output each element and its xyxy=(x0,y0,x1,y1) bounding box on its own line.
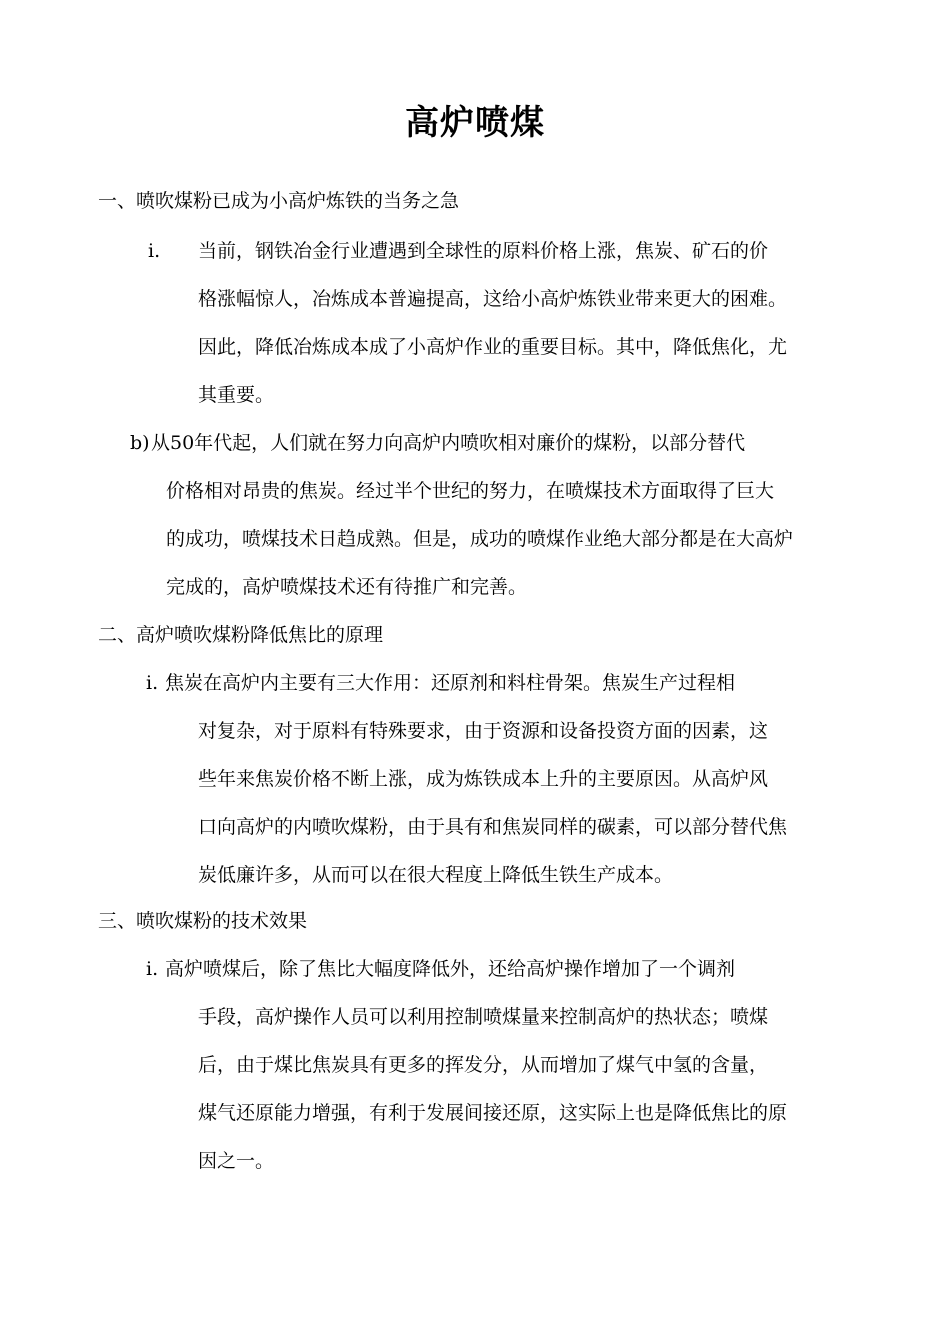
paragraph-line: 对复杂，对于原料有特殊要求，由于资源和设备投资方面的因素，这 xyxy=(198,720,769,742)
paragraph-line: 高炉喷煤后，除了焦比大幅度降低外，还给高炉操作增加了一个调剂 xyxy=(165,958,736,980)
paragraph-line: 价格相对昂贵的焦炭。经过半个世纪的努力，在喷煤技术方面取得了巨大 xyxy=(166,480,775,502)
paragraph-line: 煤气还原能力增强，有利于发展间接还原，这实际上也是降低焦比的原 xyxy=(198,1102,788,1124)
section-heading-3: 三、喷吹煤粉的技术效果 xyxy=(98,910,308,932)
item-marker: i. xyxy=(148,240,161,262)
paragraph-line: 因之一。 xyxy=(198,1150,275,1172)
section-heading-2: 二、高炉喷吹煤粉降低焦比的原理 xyxy=(98,624,384,646)
paragraph-line: 从50年代起，人们就在努力向高炉内喷吹相对廉价的煤粉，以部分替代 xyxy=(151,432,746,454)
section-heading-1: 一、喷吹煤粉已成为小高炉炼铁的当务之急 xyxy=(98,190,460,212)
paragraph-line: 手段，高炉操作人员可以利用控制喷煤量来控制高炉的热状态；喷煤 xyxy=(198,1006,769,1028)
paragraph-line: 炭低廉许多，从而可以在很大程度上降低生铁生产成本。 xyxy=(198,864,674,886)
paragraph-line: 其重要。 xyxy=(198,384,275,406)
paragraph-line: 口向高炉的内喷吹煤粉，由于具有和焦炭同样的碳素，可以部分替代焦 xyxy=(198,816,788,838)
paragraph-line: 的成功，喷煤技术日趋成熟。但是，成功的喷煤作业绝大部分都是在大高炉 xyxy=(166,528,794,550)
paragraph-line: 因此，降低冶炼成本成了小高炉作业的重要目标。其中，降低焦化，尤 xyxy=(198,336,788,358)
paragraph-line: 当前，钢铁冶金行业遭遇到全球性的原料价格上涨，焦炭、矿石的价 xyxy=(198,240,769,262)
item-marker: i. xyxy=(146,672,159,694)
item-marker: b) xyxy=(130,432,150,454)
paragraph-line: 焦炭在高炉内主要有三大作用：还原剂和料柱骨架。焦炭生产过程相 xyxy=(165,672,736,694)
paragraph-line: 后，由于煤比焦炭具有更多的挥发分，从而增加了煤气中氢的含量， xyxy=(198,1054,769,1076)
paragraph-line: 格涨幅惊人，冶炼成本普遍提高，这给小高炉炼铁业带来更大的困难。 xyxy=(198,288,788,310)
paragraph-line: 些年来焦炭价格不断上涨，成为炼铁成本上升的主要原因。从高炉风 xyxy=(198,768,769,790)
item-marker: i. xyxy=(146,958,159,980)
paragraph-line: 完成的，高炉喷煤技术还有待推广和完善。 xyxy=(166,576,528,598)
document-title: 高炉喷煤 xyxy=(405,103,545,143)
